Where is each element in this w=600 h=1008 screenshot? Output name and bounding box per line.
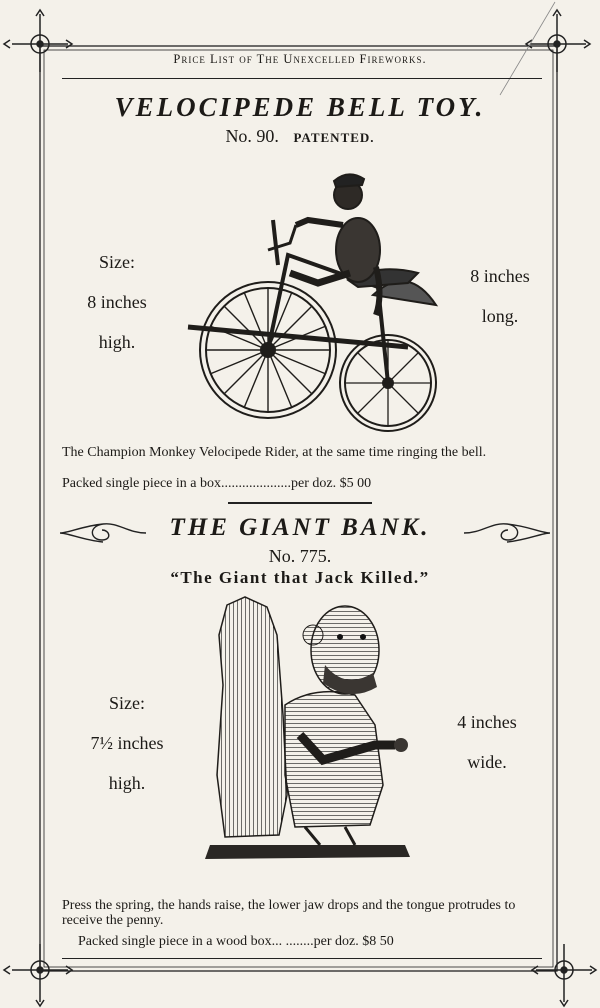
velocipede-illustration bbox=[178, 155, 448, 433]
velocipede-number: No. 90. bbox=[225, 126, 279, 146]
bank-description: Press the spring, the hands raise, the lower jaw drops and the tongue protrudes to receive the penny. bbox=[62, 898, 516, 928]
bank-subtitle: “The Giant that Jack Killed.” bbox=[170, 568, 430, 587]
velocipede-size-right bbox=[445, 256, 555, 336]
patented-label: PATENTED. bbox=[293, 130, 375, 145]
height-value: 7½ inches bbox=[90, 733, 164, 753]
section-divider bbox=[228, 502, 372, 504]
size-label: Size: bbox=[109, 693, 145, 713]
height-value: 8 inches bbox=[87, 292, 147, 312]
height-unit: high. bbox=[108, 773, 146, 793]
bank-size-left bbox=[72, 683, 182, 803]
velocipede-price-line: Packed single piece in a box....................per doz. $5 00 bbox=[62, 476, 372, 491]
bank-size-right bbox=[432, 702, 542, 782]
page-header: Price List of The Unexcelled Fireworks. bbox=[173, 52, 427, 66]
length-unit: long. bbox=[481, 306, 519, 326]
width-unit: wide. bbox=[467, 752, 507, 772]
cross-ornament-icon bbox=[532, 944, 596, 1006]
height-unit: high. bbox=[98, 332, 136, 352]
header-rule bbox=[62, 78, 542, 79]
length-value: 8 inches bbox=[470, 266, 530, 286]
velocipede-description: The Champion Monkey Velocipede Rider, at the same time ringing the bell. bbox=[62, 445, 487, 460]
velocipede-size-left bbox=[62, 242, 172, 362]
size-label: Size: bbox=[99, 252, 135, 272]
giant-bank-illustration bbox=[205, 595, 415, 870]
velocipede-title: VELOCIPEDE BELL TOY. bbox=[114, 92, 486, 122]
velocipede-number-line bbox=[40, 126, 560, 147]
cross-ornament-icon bbox=[4, 944, 72, 1006]
bank-number: No. 775. bbox=[268, 546, 332, 566]
footer-rule bbox=[62, 958, 542, 959]
bank-price-line: Packed single piece in a wood box... ........per doz. $8 50 bbox=[78, 934, 394, 949]
width-value: 4 inches bbox=[457, 712, 517, 732]
bank-title: THE GIANT BANK. bbox=[169, 514, 431, 541]
